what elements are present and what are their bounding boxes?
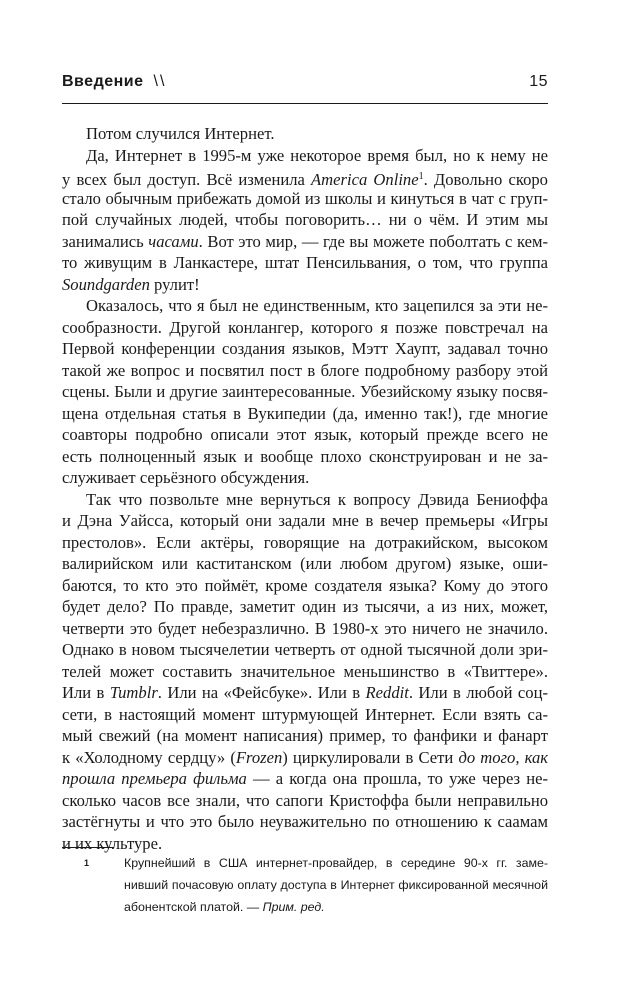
paragraph-line: Оказалось, что я был не единственным, кто зацепился за эти не- bbox=[86, 296, 548, 315]
footnote-rule bbox=[62, 847, 114, 848]
paragraph-line: сцены. Были и другие заинтересованные. Убезийскому языку посвя- bbox=[62, 382, 548, 401]
footnote bbox=[62, 853, 548, 918]
paragraph-line: такой же вопрос и посвятил пост в блоге подробному разбору этой bbox=[62, 360, 548, 380]
paragraph-line: Да, Интернет в 1995-м уже некоторое время был, но к нему не bbox=[86, 145, 548, 165]
footnote-mark: 1 bbox=[84, 858, 90, 868]
paragraph-line: Так что позвольте мне вернуться к вопросу Дэвида Бениоффа bbox=[86, 489, 548, 509]
footnote-line: Крупнейший в США интернет-провайдер, в середине 90-х гг. заме- bbox=[124, 856, 548, 870]
paragraph-line: соавторы подробно описали этот язык, который прежде всего не bbox=[62, 425, 548, 444]
paragraph-line: и Дэна Уайсса, который они задали мне в вечер премьеры «Игры bbox=[62, 511, 548, 530]
paragraph-line: пой случайных людей, чтобы поговорить… ни о чём. И этим мы bbox=[62, 210, 548, 229]
paragraph-line: сети, в настоящий момент штурмующей Интернет. Если взять са- bbox=[62, 704, 548, 724]
section-name: Введение bbox=[62, 73, 144, 90]
paragraph-line: Потом случился Интернет. bbox=[86, 124, 275, 143]
footnote-line: абонентской платой. — Прим. ред. bbox=[124, 899, 325, 914]
paragraph-line: занимались часами. Вот это мир, — где вы можете поболтать с кем- bbox=[62, 231, 548, 251]
paragraph-line: Однако в новом тысячелетии четверть от одной тысячной доли зри- bbox=[62, 640, 548, 659]
paragraph-line: прошла премьера фильма — а когда она прошла, то уже через не- bbox=[62, 769, 548, 788]
paragraph-line: баются, то кто это поймёт, кроме создателя языка? Кому до этого bbox=[62, 575, 548, 595]
paragraph-line: Или в Tumblr. Или на «Фейсбуке». Или в Reddit. Или в любой соц- bbox=[62, 683, 549, 702]
paragraph-line: у всех был доступ. Всё изменила America Online$^1$. Довольно скоро bbox=[62, 170, 548, 189]
section-separator: \\ bbox=[153, 73, 167, 90]
paragraph-line: сколько часов все знали, что сапоги Кристоффа были неправильно bbox=[62, 790, 548, 810]
paragraph-line: телей может составить значительное меньшинство в «Твиттере». bbox=[62, 661, 548, 681]
paragraph-line: четверти это будет небезразлично. В 1980-х это ничего не значило. bbox=[62, 618, 548, 638]
paragraph-line: будет дело? По правде, заметит один из тысячи, а из них, может, bbox=[62, 597, 548, 616]
footnote-line: нивший почасовую оплату доступа в Интернет фиксированной месячной bbox=[124, 877, 548, 892]
paragraph-line: стало обычным прибежать домой из школы и кинуться в чат с груп- bbox=[62, 188, 548, 208]
paragraph-line: мый свежий (на момент написания) пример, то фанфики и фанарт bbox=[62, 726, 548, 745]
paragraph-line: валирийском или каститанском (или любом другом) языке, оши- bbox=[62, 554, 548, 573]
paragraph-line: к «Холодному сердцу» (Frozen) циркулировали в Сети до того, как bbox=[62, 747, 549, 767]
header-rule bbox=[62, 103, 548, 104]
running-head bbox=[62, 73, 548, 101]
paragraph-line: Soundgarden рулит! bbox=[62, 274, 200, 294]
body-text bbox=[62, 123, 548, 854]
paragraph-line: сообразности. Другой конлангер, которого я позже повстречал на bbox=[62, 317, 548, 337]
paragraph-line: престолов». Если актёры, говорящие на дотракийском, высоком bbox=[62, 532, 548, 552]
paragraph-line: и их культуре. bbox=[62, 833, 163, 853]
paragraph-line: щена отдельная статья в Вукипедии (да, именно так!), где многие bbox=[62, 403, 548, 423]
page-number: 15 bbox=[529, 73, 548, 90]
footnote-reference[interactable]: 1 bbox=[418, 171, 424, 182]
paragraph-line: Первой конференции создания языков, Мэтт Хаупт, задавал точно bbox=[62, 339, 548, 358]
section-title bbox=[62, 73, 166, 91]
paragraph-line: застёгнуты и что это было неуважительно по отношению к саамам bbox=[62, 812, 548, 831]
paragraph-line: служивает серьёзного обсуждения. bbox=[62, 468, 310, 487]
paragraph-line: есть полноценный язык и вообще плохо сконструирован и не за- bbox=[62, 446, 548, 466]
paragraph-line: то живущим в Ланкастере, штат Пенсильвания, о том, что группа bbox=[62, 253, 548, 272]
